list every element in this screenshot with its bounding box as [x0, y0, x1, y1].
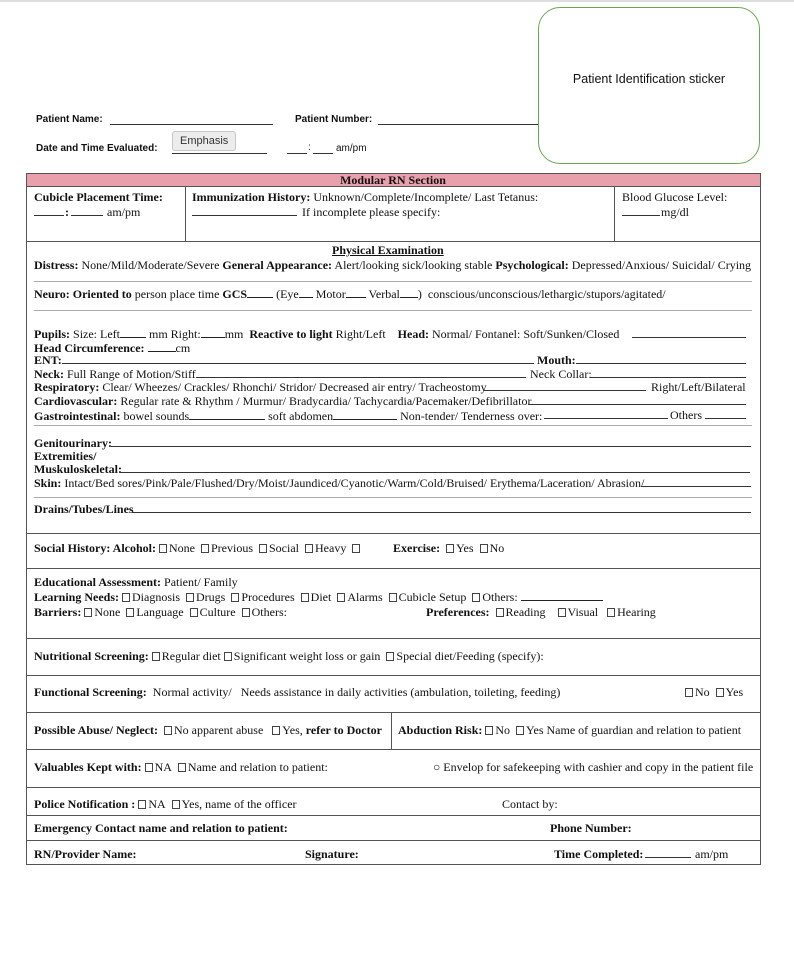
- functional-normal: Normal activity/: [152, 685, 232, 699]
- cubicle-ampm: am/pm: [107, 205, 141, 219]
- exam-title: Physical Examination: [332, 243, 444, 257]
- functional-label: Functional Screening:: [34, 685, 147, 699]
- emphasis-tooltip: Emphasis: [172, 131, 236, 151]
- no-abuse-checkbox[interactable]: [164, 726, 172, 735]
- exercise-label: Exercise:: [393, 541, 441, 555]
- exercise-no: No: [489, 541, 505, 555]
- neck-options: Full Range of Motion/Stiff: [67, 367, 196, 381]
- pref-hearing-checkbox[interactable]: [607, 608, 615, 617]
- neuro-label: Neuro: Oriented to: [34, 287, 132, 301]
- pupils-mm1: mm: [149, 327, 168, 341]
- head-circ-field[interactable]: [148, 340, 176, 352]
- abduction-yes: Yes Name of guardian and relation to patient: [526, 723, 742, 737]
- hline-valuables-top: [26, 749, 760, 750]
- head-label: Head:: [397, 327, 430, 341]
- appearance-label: General Appearance:: [222, 258, 333, 272]
- need-diagnosis: Diagnosis: [132, 590, 180, 604]
- skin-options: Intact/Bed sores/Pink/Pale/Flushed/Dry/Moist/Jaundiced/Cyanotic/Warm/Cold/Bruised/ Erythema/Laceration/ Abrasion/: [64, 476, 645, 490]
- gi-soft-field[interactable]: [333, 408, 397, 420]
- resp-label: Respiratory:: [34, 380, 100, 394]
- ent-field[interactable]: [62, 352, 534, 364]
- frame-left: [26, 173, 27, 865]
- pupils-mm2: mm: [224, 327, 244, 341]
- weight-change-checkbox[interactable]: [224, 652, 232, 661]
- footer-ampm: am/pm: [695, 847, 729, 861]
- alcohol-heavy-checkbox[interactable]: [305, 544, 313, 553]
- skin-label: Skin:: [34, 476, 62, 490]
- drains-field[interactable]: [132, 501, 751, 513]
- need-cubicle: Cubicle Setup: [398, 590, 467, 604]
- gu-field[interactable]: [111, 435, 751, 447]
- cubicle-hour-field[interactable]: [34, 204, 64, 216]
- hline-education-top: [26, 568, 760, 569]
- gcs-label: GCS: [222, 287, 248, 301]
- abduction-no-checkbox[interactable]: [485, 726, 493, 735]
- glucose-label: Blood Glucose Level:: [622, 190, 728, 204]
- barrier-none-checkbox[interactable]: [84, 608, 92, 617]
- pupils-right: Right:: [170, 327, 201, 341]
- time-completed-field[interactable]: [645, 846, 691, 858]
- gcs-verbal-field[interactable]: [400, 286, 418, 298]
- head-circ-label: Head Circumference:: [34, 341, 145, 355]
- time-sep: :: [308, 142, 311, 153]
- cubicle-label: Cubicle Placement Time:: [34, 190, 163, 204]
- gi-others-field[interactable]: [705, 407, 746, 419]
- pref-reading-checkbox[interactable]: [496, 608, 504, 617]
- patient-id-sticker-box: [538, 7, 760, 164]
- valuables-na-checkbox[interactable]: [145, 763, 153, 772]
- reactive-options: Right/Left: [335, 327, 386, 341]
- divider-v2: [614, 187, 615, 241]
- cardio-field[interactable]: [528, 393, 746, 405]
- patient-name-label: Patient Name:: [36, 114, 103, 125]
- no-abuse: No apparent abuse: [174, 723, 264, 737]
- rule: [34, 310, 752, 311]
- neck-field[interactable]: [196, 366, 526, 378]
- functional-no: No: [695, 685, 710, 699]
- hline-nutrition-top: [26, 638, 760, 639]
- msk-field[interactable]: [120, 461, 750, 473]
- hline-emergency-top: [26, 815, 760, 816]
- abduction-yes-checkbox[interactable]: [516, 726, 524, 735]
- head-field[interactable]: [632, 326, 746, 338]
- police-label: Police Notification :: [34, 797, 136, 811]
- patient-number-field[interactable]: [378, 113, 538, 125]
- hline-bottom: [26, 864, 760, 865]
- date-time-label: Date and Time Evaluated:: [36, 143, 158, 154]
- barriers-label: Barriers:: [34, 605, 82, 619]
- special-diet-checkbox[interactable]: [386, 652, 394, 661]
- glucose-unit: mg/dl: [661, 205, 690, 219]
- appearance-options: Alert/looking sick/looking stable: [334, 258, 493, 272]
- hour-field[interactable]: [287, 142, 307, 154]
- functional-yes: Yes: [725, 685, 744, 699]
- barrier-language: Language: [136, 605, 184, 619]
- functional-yes-checkbox[interactable]: [716, 688, 724, 697]
- abuse-label: Possible Abuse/ Neglect:: [34, 723, 158, 737]
- police-yes: Yes, name of the officer: [181, 797, 297, 811]
- gi-soft: soft abdomen: [268, 409, 334, 423]
- gi-bowel: bowel sounds: [123, 409, 190, 423]
- police-yes-checkbox[interactable]: [172, 800, 180, 809]
- divider-v1: [185, 187, 186, 241]
- rule: [34, 281, 752, 282]
- pref-hearing: Hearing: [617, 605, 656, 619]
- need-others: Others:: [482, 590, 518, 604]
- msk-label: Muskuloskeletal:: [34, 462, 123, 476]
- incomplete-label: If incomplete please specify:: [302, 205, 441, 219]
- distress-label: Distress:: [34, 258, 79, 272]
- neck-collar-label: Neck Collar:: [530, 367, 592, 381]
- regular-diet-checkbox[interactable]: [152, 652, 160, 661]
- glucose-field[interactable]: [622, 204, 660, 216]
- education-label: Educational Assessment:: [34, 575, 162, 589]
- psych-label: Psychological:: [495, 258, 569, 272]
- need-diet: Diet: [310, 590, 332, 604]
- need-others-field[interactable]: [521, 589, 603, 601]
- gi-label: Gastrointestinal:: [34, 409, 121, 423]
- pref-reading: Reading: [505, 605, 546, 619]
- resp-side: Right/Left/Bilateral: [651, 380, 746, 394]
- mouth-label: Mouth:: [537, 353, 576, 367]
- rule: [34, 425, 752, 426]
- education-who: Patient/ Family: [164, 575, 238, 589]
- cardio-options: Regular rate & Rhythm / Murmur/ Bradycardia/ Tachycardia/Pacemaker/Defibrillator: [120, 394, 532, 408]
- valuables-name: Name and relation to patient:: [187, 760, 328, 774]
- nutrition-label: Nutritional Screening:: [34, 649, 149, 663]
- need-diet-checkbox[interactable]: [301, 593, 309, 602]
- hline-footer-top: [26, 840, 760, 841]
- need-others-checkbox[interactable]: [472, 593, 480, 602]
- abuse-refer: refer to Doctor: [305, 723, 382, 737]
- alcohol-heavy: Heavy: [315, 541, 347, 555]
- abuse-yes: Yes,: [282, 723, 303, 737]
- valuables-name-checkbox[interactable]: [178, 763, 186, 772]
- barrier-none: None: [94, 605, 121, 619]
- rn-provider-label: RN/Provider Name:: [34, 847, 137, 861]
- patient-number-label: Patient Number:: [295, 114, 373, 125]
- barrier-others: Others:: [251, 605, 287, 619]
- head-circ-unit: cm: [175, 341, 191, 355]
- alcohol-previous: Previous: [211, 541, 253, 555]
- pupil-left-field[interactable]: [120, 326, 146, 338]
- valuables-na: NA: [154, 760, 172, 774]
- mouth-field[interactable]: [576, 352, 746, 364]
- neuro-states: conscious/unconscious/lethargic/stupors/agitated/: [427, 287, 666, 301]
- head-options: Normal/ Fontanel: Soft/Sunken/Closed: [432, 327, 620, 341]
- divider-abuse: [391, 712, 392, 749]
- alcohol-none-checkbox[interactable]: [159, 544, 167, 553]
- emergency-label: Emergency Contact name and relation to patient:: [34, 821, 288, 835]
- need-procedures: Procedures: [241, 590, 295, 604]
- functional-assist: Needs assistance in daily activities (ambulation, toileting, feeding): [240, 685, 561, 699]
- need-alarms-checkbox[interactable]: [337, 593, 345, 602]
- skin-field[interactable]: [641, 475, 751, 487]
- need-alarms: Alarms: [347, 590, 383, 604]
- preferences-label: Preferences:: [426, 605, 490, 619]
- barrier-culture-checkbox[interactable]: [190, 608, 198, 617]
- pref-visual-checkbox[interactable]: [558, 608, 566, 617]
- hline-police-top: [26, 787, 760, 788]
- time-completed-label: Time Completed:: [554, 847, 644, 861]
- exercise-no-checkbox[interactable]: [480, 544, 488, 553]
- resp-options: Clear/ Wheezes/ Crackles/ Rhonchi/ Stridor/ Decreased air entry/ Tracheostomy: [102, 380, 487, 394]
- hline-exam-top: [26, 241, 760, 242]
- rule: [34, 497, 752, 498]
- pupils-size: Size: Left: [73, 327, 120, 341]
- extremities-label: Extremities/: [34, 449, 97, 463]
- sticker-label: Patient Identification sticker: [572, 72, 726, 86]
- cubicle-minute-field[interactable]: [71, 204, 103, 216]
- ent-label: ENT:: [34, 353, 62, 367]
- hline-social-top: [26, 533, 760, 534]
- gcs-motor-field[interactable]: [346, 286, 366, 298]
- top-border: [0, 0, 794, 2]
- pupil-right-field[interactable]: [201, 326, 225, 338]
- signature-label: Signature:: [305, 847, 359, 861]
- need-cubicle-checkbox[interactable]: [389, 593, 397, 602]
- psych-options: Depressed/Anxious/ Suicidal/ Crying: [571, 258, 752, 272]
- barrier-others-checkbox[interactable]: [242, 608, 250, 617]
- header-ampm: am/pm: [336, 143, 367, 154]
- need-procedures-checkbox[interactable]: [231, 593, 239, 602]
- alcohol-social-checkbox[interactable]: [259, 544, 267, 553]
- alcohol-none: None: [169, 541, 195, 555]
- valuables-envelop[interactable]: ○ Envelop for safekeeping with cashier and copy in the patient file: [433, 760, 754, 774]
- neck-label: Neck:: [34, 367, 64, 381]
- special-diet: Special diet/Feeding (specify):: [396, 649, 544, 663]
- gcs-verbal: Verbal: [368, 287, 400, 301]
- abduction-no: No: [495, 723, 511, 737]
- gcs-motor: Motor: [315, 287, 346, 301]
- pref-visual: Visual: [567, 605, 599, 619]
- cardio-label: Cardiovascular:: [34, 394, 118, 408]
- neuro-options: person place time: [134, 287, 220, 301]
- immunization-options: Unknown/Complete/Incomplete/ Last Tetanus:: [313, 190, 539, 204]
- patient-name-field[interactable]: [110, 113, 273, 125]
- alcohol-other-checkbox[interactable]: [352, 544, 360, 553]
- weight-change: Significant weight loss or gain: [233, 649, 381, 663]
- gcs-total-field[interactable]: [247, 286, 273, 298]
- barrier-culture: Culture: [199, 605, 236, 619]
- distress-options: None/Mild/Moderate/Severe: [81, 258, 220, 272]
- barrier-language-checkbox[interactable]: [126, 608, 134, 617]
- pupils-label: Pupils:: [34, 327, 71, 341]
- drains-label: Drains/Tubes/Lines: [34, 502, 134, 516]
- gi-tender: Non-tender/ Tenderness over:: [400, 409, 543, 423]
- cubicle-sep: :: [65, 205, 69, 219]
- gcs-close: ): [417, 287, 422, 301]
- social-label: Social History: Alcohol:: [34, 541, 156, 555]
- regular-diet: Regular diet: [161, 649, 221, 663]
- frame-right: [760, 173, 761, 865]
- hline-functional-top: [26, 675, 760, 676]
- phone-label: Phone Number:: [550, 821, 632, 835]
- exercise-yes: Yes: [456, 541, 474, 555]
- exercise-yes-checkbox[interactable]: [446, 544, 454, 553]
- abduction-label: Abduction Risk:: [398, 723, 483, 737]
- alcohol-previous-checkbox[interactable]: [201, 544, 209, 553]
- section-title-bar: Modular RN Section: [26, 173, 760, 187]
- immunization-label: Immunization History:: [192, 190, 311, 204]
- police-na: NA: [148, 797, 166, 811]
- gcs-eye-field[interactable]: [299, 286, 313, 298]
- reactive-label: Reactive to light: [249, 327, 333, 341]
- valuables-label: Valuables Kept with:: [34, 760, 142, 774]
- functional-no-checkbox[interactable]: [685, 688, 693, 697]
- minute-field[interactable]: [313, 142, 333, 154]
- need-diagnosis-checkbox[interactable]: [122, 593, 130, 602]
- resp-field[interactable]: [484, 379, 646, 391]
- need-drugs-checkbox[interactable]: [186, 593, 194, 602]
- neck-collar-field[interactable]: [590, 366, 746, 378]
- gcs-eye: (Eye: [276, 287, 299, 301]
- need-drugs: Drugs: [196, 590, 226, 604]
- tetanus-date-field[interactable]: [192, 204, 297, 216]
- gi-others: Others: [670, 408, 702, 422]
- alcohol-social: Social: [269, 541, 299, 555]
- abuse-yes-checkbox[interactable]: [272, 726, 280, 735]
- learning-needs-label: Learning Needs:: [34, 590, 119, 604]
- police-na-checkbox[interactable]: [138, 800, 146, 809]
- gi-bowel-field[interactable]: [189, 408, 265, 420]
- contact-by-label: Contact by:: [502, 797, 558, 811]
- gu-label: Genitourinary:: [34, 436, 112, 450]
- hline-abuse-top: [26, 712, 760, 713]
- gi-tender-field[interactable]: [544, 407, 668, 419]
